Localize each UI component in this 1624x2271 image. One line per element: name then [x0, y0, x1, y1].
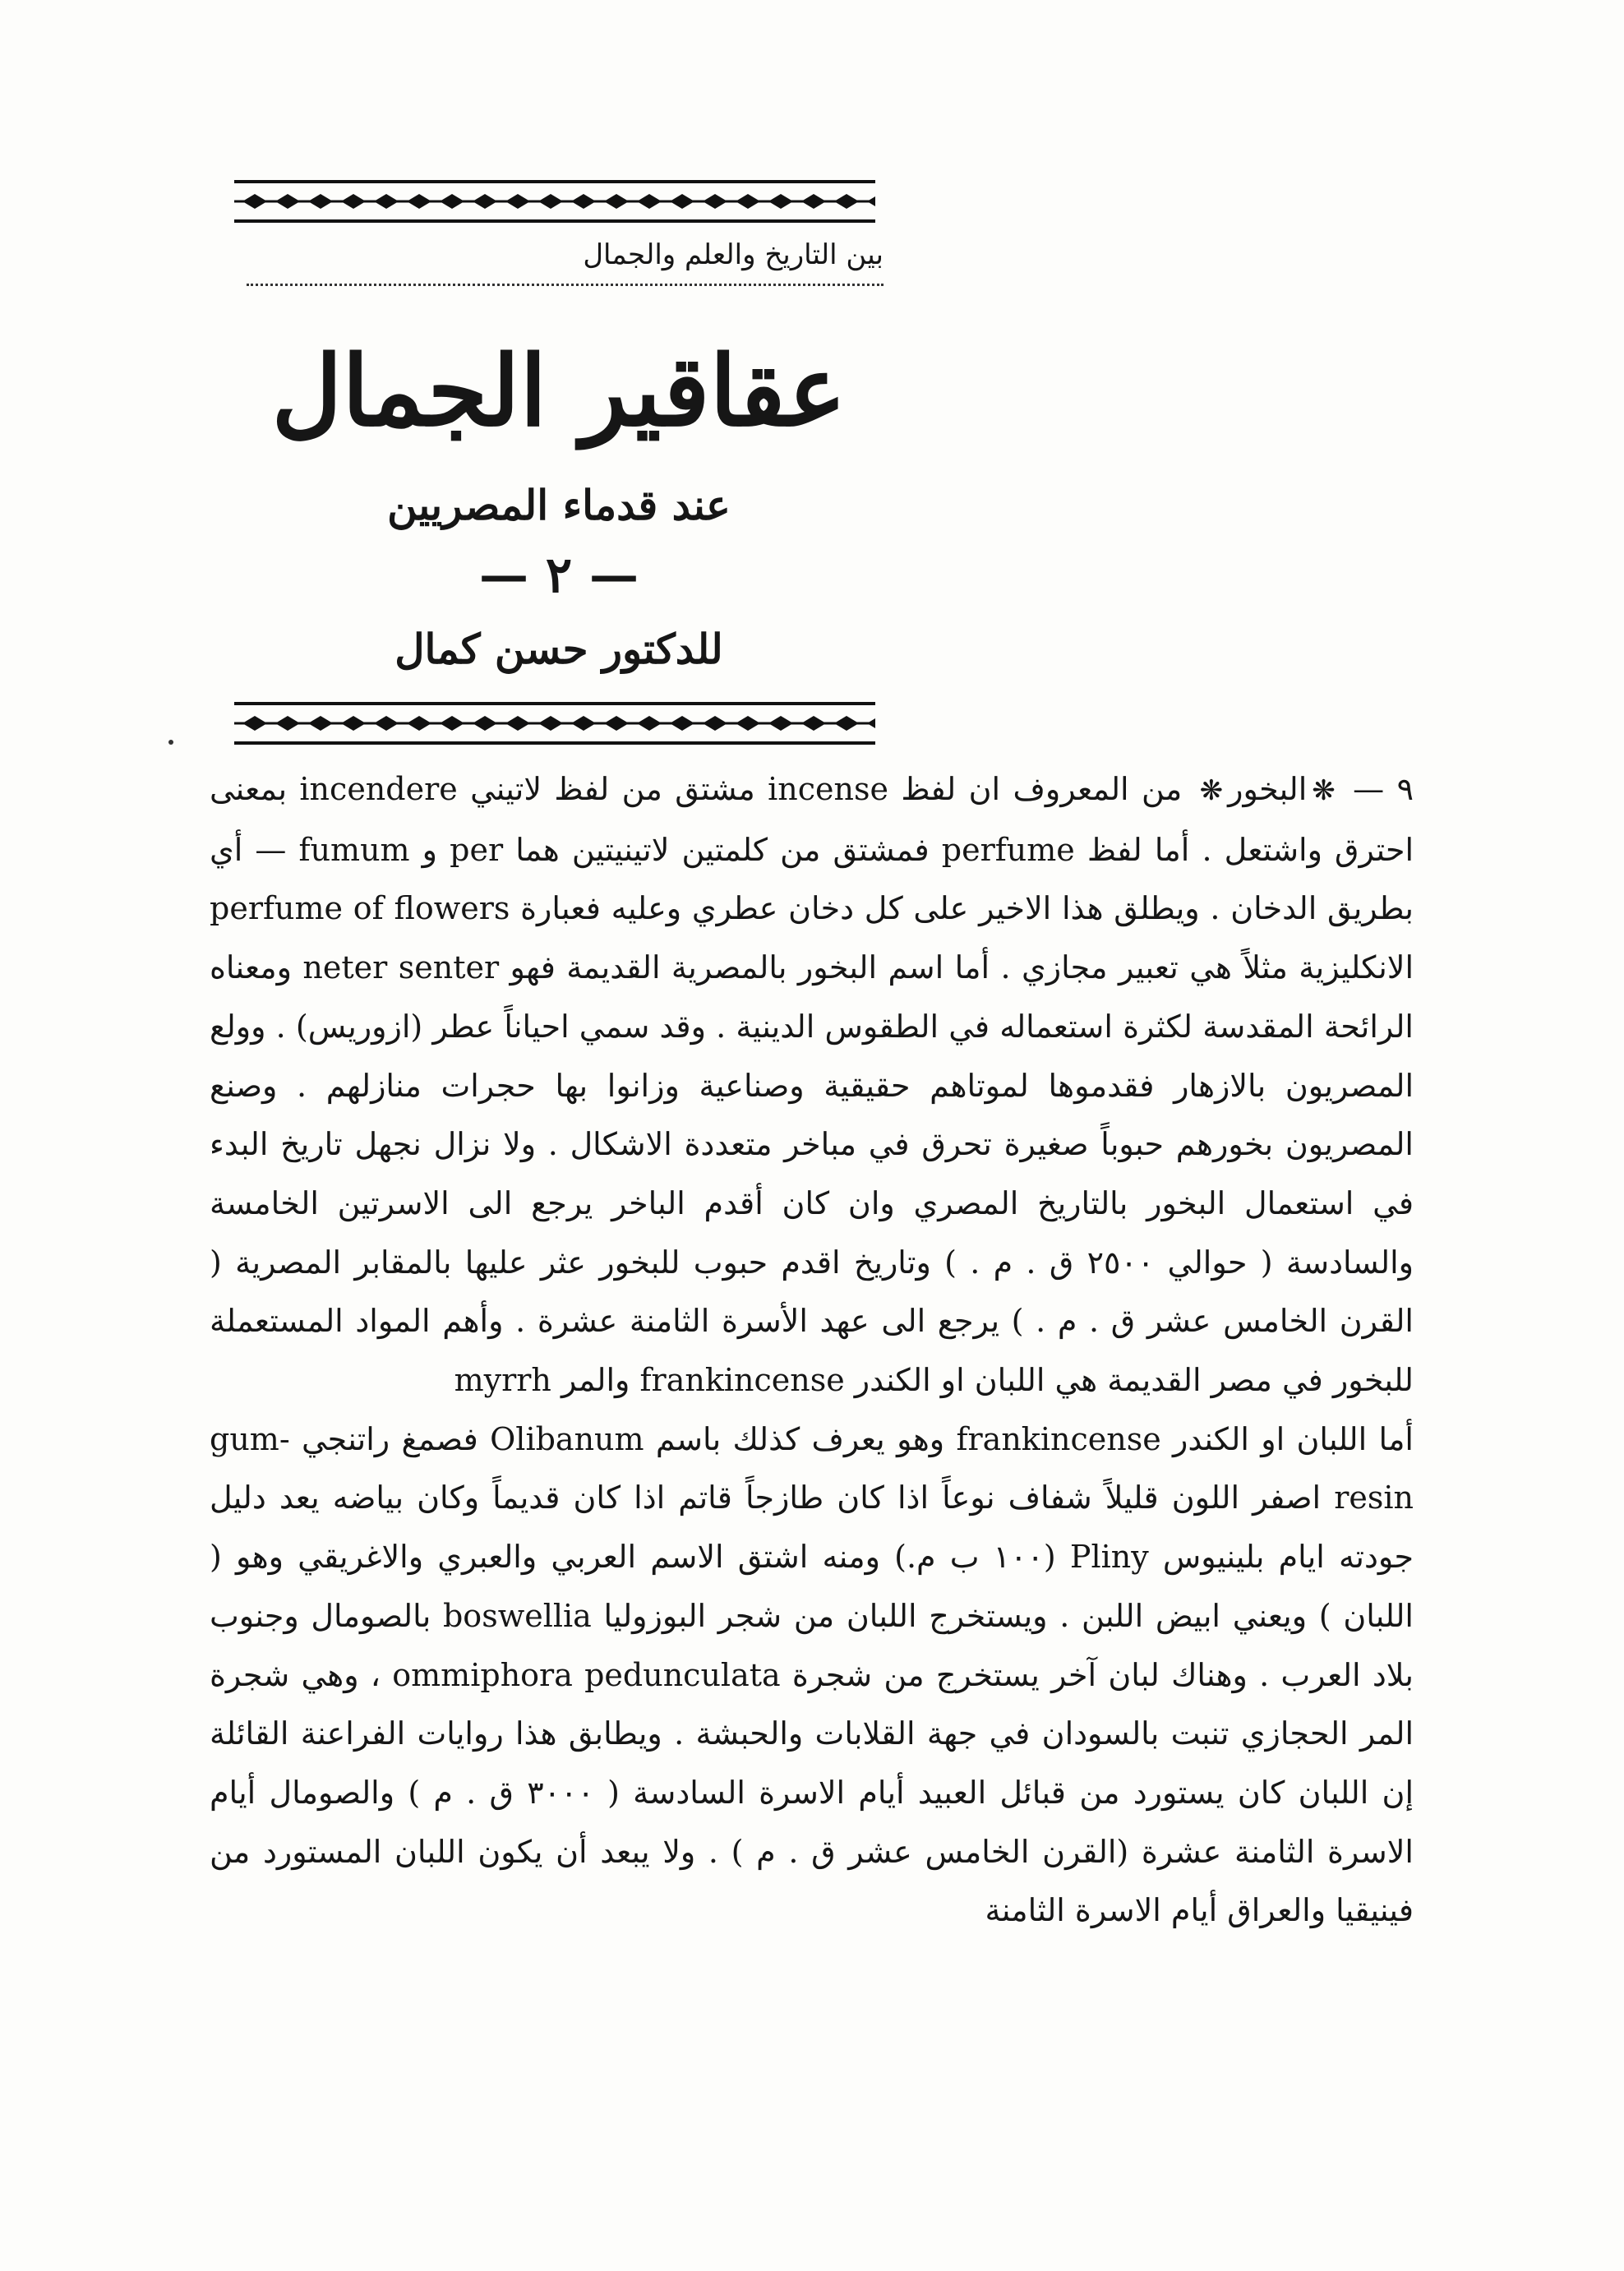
rule-diamond [308, 194, 333, 209]
rule-diamond [571, 194, 596, 209]
rule-diamond [538, 194, 563, 209]
series-kicker: بين التاريخ والعلم والجمال [583, 238, 884, 271]
article-body [210, 760, 1414, 1941]
rule-diamond [834, 716, 859, 731]
paragraph-incense [210, 760, 1414, 1410]
part-number: — ٢ — [478, 547, 639, 604]
rule-diamond [308, 716, 333, 731]
rule-diamond [736, 194, 760, 209]
rule-diamond [604, 194, 629, 209]
article-subtitle: عند قدماء المصريين [387, 481, 731, 529]
rule-diamond [242, 194, 267, 209]
rule-diamond [670, 716, 694, 731]
paragraph-frankincense: أما اللبان او الكندر frankincense وهو يعرف كذلك باسم Olibanum فصمغ راتنجي gum-resin اصفر اللون قليلاً شفاف نوعاً اذا كان طازجاً قاتم اذا كان قديماً وكان بياضه يعد دليل جودته ايام بلينيوس Pliny (١٠٠ ب م.) ومنه اشتق الاسم العربي والعبري والاغريقي وهو ( اللبان ) ويعني ابيض اللبن . ويستخرج اللبان من شجر البوزوليا boswellia بالصومال وجنوب بلاد العرب . وهناك لبان آخر يستخرج من شجرة ommiphora pedunculata ، وهي شجرة المر الحجازي تنبت بالسودان في جهة القلابات والحبشة . ويطابق هذا روايات الفراعنة القائلة إن اللبان كان يستورد من قبائل العبيد أيام الاسرة السادسة ( ٣٠٠٠ ق . م ) والصومال أيام الاسرة الثامنة عشرة (القرن الخامس عشر ق . م ) . ولا يبعد أن يكون اللبان المستورد من فينيقيا والعراق أيام الاسرة الثامنة [210, 1420, 1414, 1929]
rule-diamond [505, 716, 530, 731]
bottom-ornamental-rule [234, 699, 875, 750]
rule-diamond [374, 194, 399, 209]
rule-diamond [275, 194, 300, 209]
rule-diamond [736, 716, 760, 731]
rule-diamond [242, 716, 267, 731]
rule-diamond [801, 194, 826, 209]
asterisk-ornament-icon: ❋ [1199, 774, 1224, 807]
rule-diamond [703, 716, 727, 731]
author-byline: للدكتور حسن كمال [394, 625, 723, 673]
article-title: عقاقير الجمال [271, 334, 847, 448]
rule-diamond [275, 716, 300, 731]
rule-diamond [505, 194, 530, 209]
rule-diamond [703, 194, 727, 209]
rule-diamond [604, 716, 629, 731]
rule-diamond [801, 716, 826, 731]
rule-diamond [374, 716, 399, 731]
rule-diamond [407, 194, 431, 209]
rule-diamond [670, 194, 694, 209]
rule-diamond [834, 194, 859, 209]
rule-diamond [341, 194, 366, 209]
rule-diamond [867, 716, 875, 731]
ornamental-rule-icon [234, 699, 875, 750]
section-heading: البخور [1228, 771, 1308, 807]
paragraph-text: من المعروف ان لفظ incense مشتق من لفظ لاتيني incendere بمعنى احترق واشتعل . أما لفظ perfume فمشتق من كلمتين لاتينيتين هما per و fumum — أي بطريق الدخان . ويطلق هذا الاخير على كل دخان عطري وعليه فعبارة perfume of flowers الانكليزية مثلاً هي تعبير مجازي . أما اسم البخور بالمصرية القديمة فهو neter senter ومعناه الرائحة المقدسة لكثرة استعماله في الطقوس الدينية . وقد سمي احياناً عطر (ازوريس) . وولع المصريون بالازهار فقدموها لموتاهم حقيقية وصناعية وزانوا بها حجرات منازلهم . وصنع المصريون بخورهم حبوباً صغيرة تحرق في مباخر متعددة الاشكال . ولا نزال نجهل تاريخ البدء في استعمال البخور بالتاريخ المصري وان كان أقدم الباخر يرجع الى الاسرتين الخامسة والسادسة ( حوالي ٢٥٠٠ ق . م . ) وتاريخ اقدم حبوب للبخور عثر عليها بالمقابر المصرية ( القرن الخامس عشر ق . م . ) يرجع الى عهد الأسرة الثامنة عشرة . وأهم المواد المستعملة للبخور في مصر القديمة هي اللبان او الكندر frankincense والمر myrrh [210, 771, 1414, 1399]
rule-diamond [637, 194, 662, 209]
rule-diamond [440, 194, 464, 209]
dotted-underline [247, 284, 884, 286]
ornamental-rule-icon [234, 177, 875, 228]
stray-ink-dot [168, 740, 173, 745]
rule-diamond [768, 194, 793, 209]
rule-diamond [473, 716, 497, 731]
rule-diamond [637, 716, 662, 731]
rule-diamond [440, 716, 464, 731]
rule-diamond [768, 716, 793, 731]
rule-diamond [867, 194, 875, 209]
rule-diamond [473, 194, 497, 209]
top-ornamental-rule [234, 177, 875, 228]
rule-diamond [407, 716, 431, 731]
section-number: ٩ — [1340, 771, 1414, 807]
rule-diamond [538, 716, 563, 731]
rule-diamond [571, 716, 596, 731]
asterisk-ornament-icon: ❋ [1312, 774, 1336, 807]
rule-diamond [341, 716, 366, 731]
